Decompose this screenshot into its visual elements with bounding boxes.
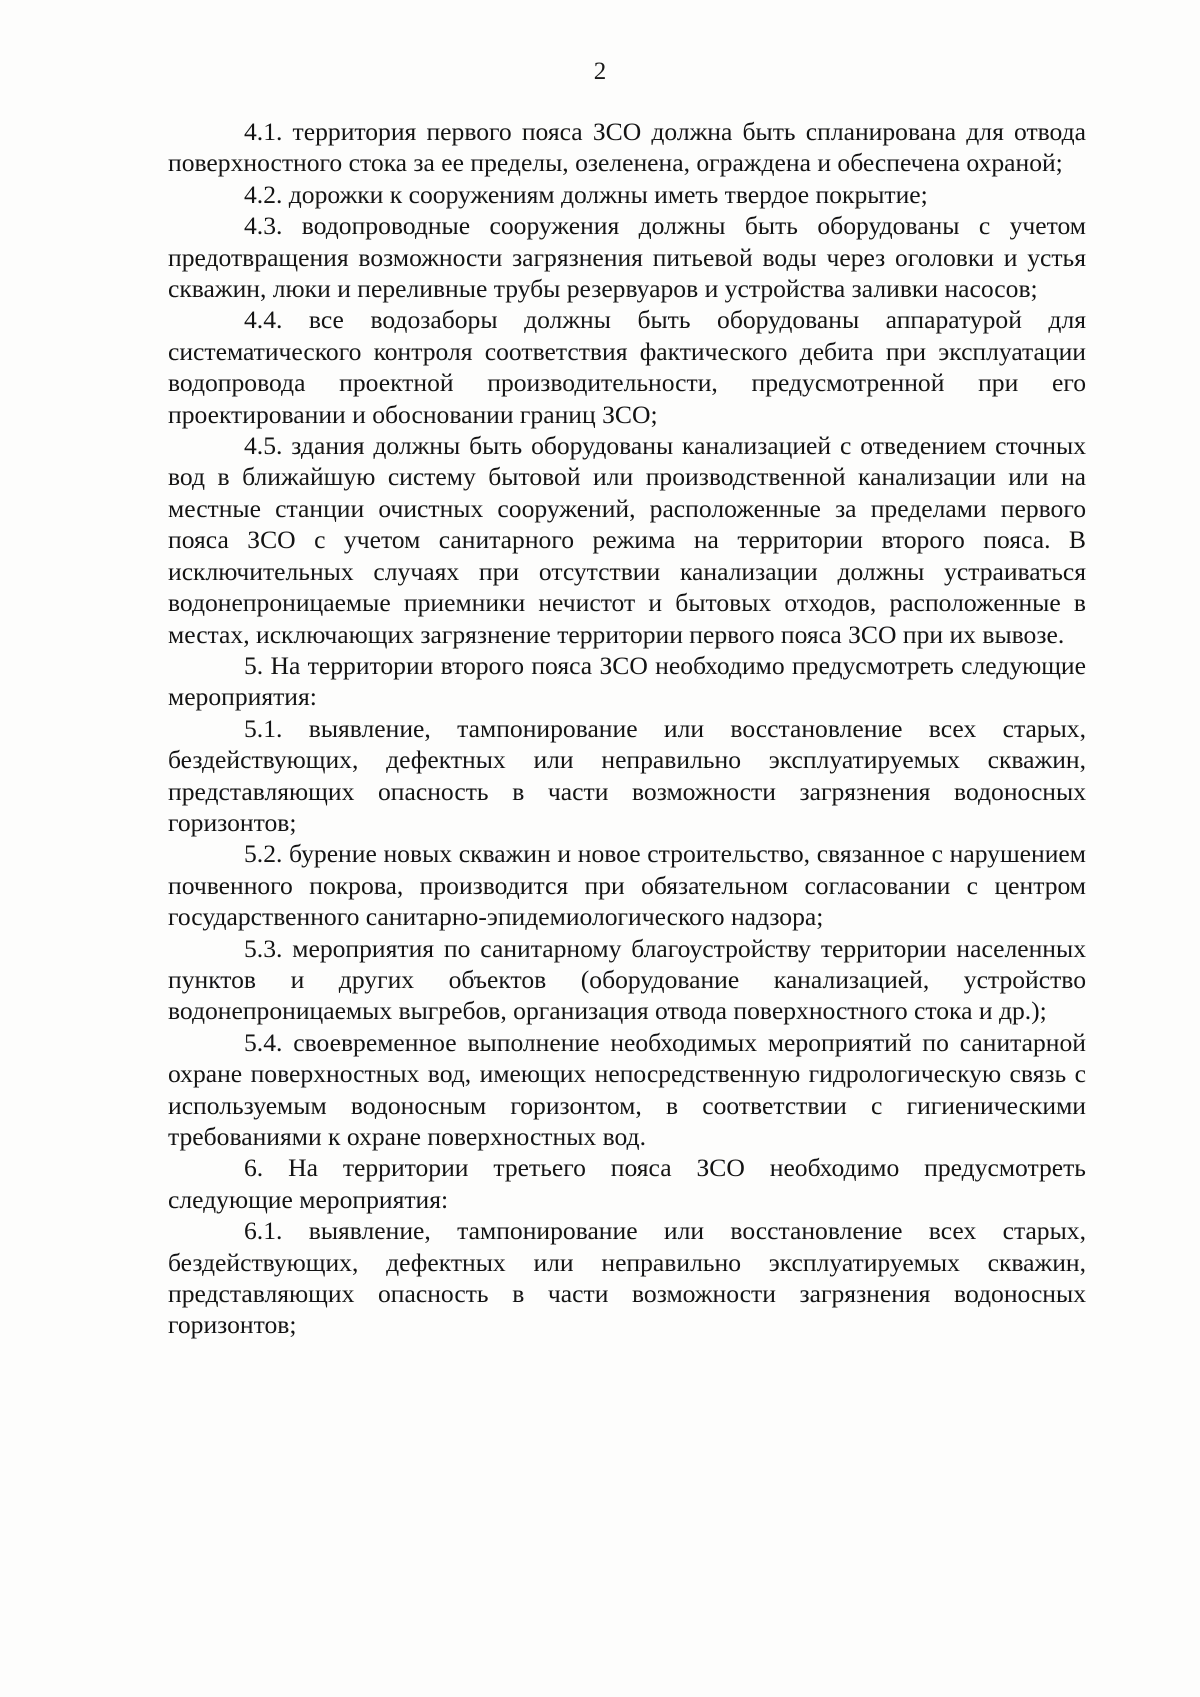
paragraph-4-2: 4.2. дорожки к сооружениям должны иметь твердое покрытие; <box>244 179 928 209</box>
paragraph-5-2: 5.2. бурение новых скважин и новое строительство, связанное с нарушением почвенного покрова, производится при обязательном согласовании с центром государственного санитарно-эпидемиологического надзора; <box>168 839 1086 932</box>
paragraph-5: 5. На территории второго пояса ЗСО необходимо предусмотреть следующие мероприятия: <box>168 650 1086 712</box>
page-number: 2 <box>593 58 607 85</box>
paragraph-4-3: 4.3. водопроводные сооружения должны быть оборудованы с учетом предотвращения возможности загрязнения питьевой воды через оголовки и устья скважин, люки и переливные трубы резервуаров и устройства заливки насосов; <box>168 211 1086 304</box>
document-body <box>168 116 1086 1341</box>
paragraph-5-4: 5.4. своевременное выполнение необходимых мероприятий по санитарной охране поверхностных вод, имеющих непосредственную гидрологическую связь с используемым водоносным горизонтом, в соответствии с гигиеническими требованиями к охране поверхностных вод. <box>168 1027 1086 1151</box>
paragraph-6-1: 6.1. выявление, тампонирование или восстановление всех старых, бездействующих, дефектных или неправильно эксплуатируемых скважин, представляющих опасность в части возможности загрязнения водоносных горизонтов; <box>168 1216 1086 1340</box>
paragraph-5-3: 5.3. мероприятия по санитарному благоустройству территории населенных пунктов и других объектов (оборудование канализацией, устройство водонепроницаемых выгребов, организация отвода поверхностного стока и др.); <box>168 933 1086 1026</box>
paragraph-4-1: 4.1. территория первого пояса ЗСО должна быть спланирована для отвода поверхностного стока за ее пределы, озеленена, ограждена и обеспечена охраной; <box>168 117 1086 178</box>
paragraph-6: 6. На территории третьего пояса ЗСО необходимо предусмотреть следующие мероприятия: <box>168 1153 1086 1214</box>
paragraph-5-1: 5.1. выявление, тампонирование или восстановление всех старых, бездействующих, дефектных или неправильно эксплуатируемых скважин, представляющих опасность в части возможности загрязнения водоносных горизонтов; <box>168 713 1086 837</box>
paragraph-4-5: 4.5. здания должны быть оборудованы канализацией с отведением сточных вод в ближайшую систему бытовой или производственной канализации или на местные станции очистных сооружений, расположенные за пределами первого пояса ЗСО с учетом санитарного режима на территории второго пояса. В исключительных случаях при отсутствии канализации должны устраиваться водонепроницаемые приемники нечистот и бытовых отходов, расположенные в местах, исключающих загрязнение территории первого пояса ЗСО при их вывозе. <box>168 431 1086 649</box>
paragraph-4-4: 4.4. все водозаборы должны быть оборудованы аппаратурой для систематического контроля соответствия фактического дебита при эксплуатации водопровода проектной производительности, предусмотренной при его проектировании и обосновании границ ЗСО; <box>168 305 1086 429</box>
